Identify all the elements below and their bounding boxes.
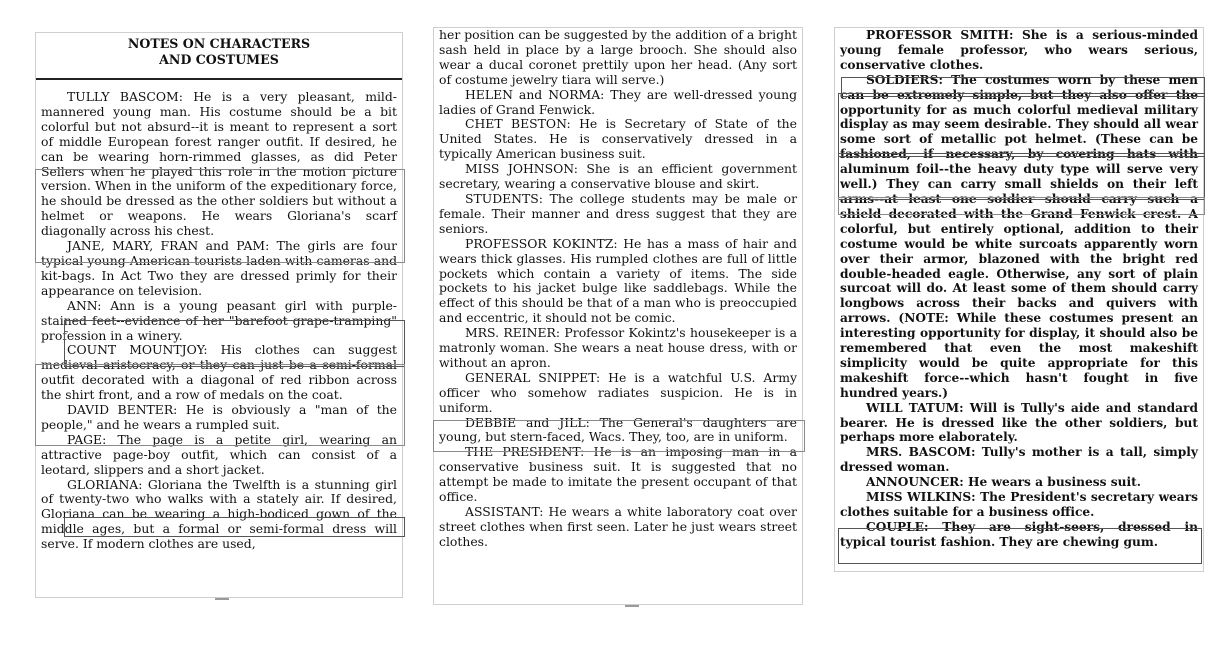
character-note-couple: COUPLE: They are sight-seers, dressed in typical tourist fashion. They are chewing gum. [840,519,1198,549]
character-note-miss-wilkins: MISS WILKINS: The President's secretary wears clothes suitable for a business office. [840,490,1198,519]
character-note-president: THE PRESIDENT: He is an imposing man in a conservative business suit. It is suggested that no attempt be made to imitate the present occupant of that office. [439,444,797,505]
character-note-students: STUDENTS: The college students may be male or female. Their manner and dress suggest that they are seniors. [439,190,797,236]
character-note-professor-kokintz: PROFESSOR KOKINTZ: He has a mass of hair and wears thick glasses. His rumpled clothes are full of little pockets which contain a variety of items. The side pockets to his jacket bulge like saddlebags. While the effect of this should be that of a man who is preoccupied and eccentric, it should not be comic. [439,235,797,326]
character-note-tourist-girls: JANE, MARY, FRAN and PAM: The girls are four typical young American tourists laden with cameras and kit-bags. In Act Two they are dressed primly for their appearance on television. [41,238,397,298]
character-note-mrs-bascom: MRS. BASCOM: Tully's mother is a tall, simply dressed woman. [840,445,1198,475]
notes-column-2 [433,27,803,605]
notes-column-3 [834,27,1204,572]
character-note-tully-bascom: TULLY BASCOM: He is a very pleasant, mild-mannered young man. His costume should be a bit colorful but not absurd--it is meant to represent a sort of middle European forest ranger outfit. If desired, he can be wearing horn-rimmed glasses, as did Peter Sellers when he played this role in the motion picture version. When in the uniform of the expeditionary force, he should be dressed as the other soldiers but without a helmet or weapons. He wears Gloriana's scarf diagonally across his chest. [41,89,397,239]
character-note-gloriana-continued: her position can be suggested by the addition of a bright sash held in place by a large brooch. She should also wear a ducal coronet prettily upon her head. (Any sort of costume jewelry tiara will serve.) [439,27,797,87]
character-note-miss-johnson: MISS JOHNSON: She is an efficient government secretary, wearing a conservative blouse and skirt. [439,161,797,192]
notes-heading [41,36,397,68]
character-note-helen-norma: HELEN and NORMA: They are well-dressed young ladies of Grand Fenwick. [439,86,797,117]
character-note-page: PAGE: The page is a petite girl, wearing an attractive page-boy outfit, which can consist of a leotard, slippers and a short jacket. [41,431,397,477]
heading-line-1: NOTES ON CHARACTERS [127,36,311,51]
character-note-count-mountjoy: COUNT MOUNTJOY: His clothes can suggest medieval aristocracy, or they can just be a semi-formal outfit decorated with a diagonal of red ribbon across the shirt front, and a row of medals on the coat. [41,342,397,403]
scan-mark [215,598,229,600]
character-note-ann: ANN: Ann is a young peasant girl with purple-stained feet--evidence of her "barefoot grape-tramping" profession in a winery. [41,297,397,343]
character-note-professor-smith: PROFESSOR SMITH: She is a serious-minded young female professor, who wears serious, conservative clothes. [840,28,1198,72]
character-note-soldiers: SOLDIERS: The costumes worn by these men can be extremely simple, but they also offer the opportunity for as much colorful medieval military display as may seem desirable. They should all wear some sort of metallic pot helmet. (These can be fashioned, if necessary, by covering hats with aluminum foil--the heavy duty type will serve very well.) They can carry small shields on their left arms--at least one soldier should carry such a shield decorated with the Grand Fenwick crest. A colorful, but entirely optional, addition to their costume would be white surcoats apparently worn over their armor, blazoned with the bright red double-headed eagle. Otherwise, any sort of plain surcoat will do. At least some of them should carry longbows across their backs and quivers with arrows. (NOTE: While these costumes present an interesting opportunity for display, it should also be remembered that even the most makeshift simplicity would be quite appropriate for this makeshift force--which hasn't fought in five hundred years.) [840,72,1198,400]
character-note-david-benter: DAVID BENTER: He is obviously a "man of the people," and he wears a rumpled suit. [41,402,397,432]
character-note-debbie-jill: DEBBIE and JILL: The General's daughters are young, but stern-faced, Wacs. They, too, are in uniform. [439,414,797,445]
character-note-mrs-reiner: MRS. REINER: Professor Kokintz's housekeeper is a matronly woman. She wears a neat house dress, with or without an apron. [439,325,797,370]
character-note-general-snippet: GENERAL SNIPPET: He is a watchful U.S. Army officer who somehow radiates suspicion. He is in uniform. [439,369,797,415]
heading-line-2: AND COSTUMES [159,52,279,67]
character-note-gloriana: GLORIANA: Gloriana the Twelfth is a stunning girl of twenty-two who walks with a stately air. If desired, Gloriana can be wearing a high-bodiced gown of the middle ages, but a formal or semi-formal dress will serve. If modern clothes are used, [41,476,397,552]
character-note-chet-beston: CHET BESTON: He is Secretary of State of the United States. He is conservatively dressed in a typically American business suit. [439,116,797,162]
character-note-announcer: ANNOUNCER: He wears a business suit. [866,475,1141,490]
heading-rule [36,78,402,80]
notes-column-1 [35,32,403,598]
character-note-assistant: ASSISTANT: He wears a white laboratory coat over street clothes when first seen. Later he just wears street clothes. [439,504,797,549]
scan-mark [625,605,639,607]
character-note-will-tatum: WILL TATUM: Will is Tully's aide and standard bearer. He is dressed like the other soldiers, but perhaps more elaborately. [840,400,1198,445]
